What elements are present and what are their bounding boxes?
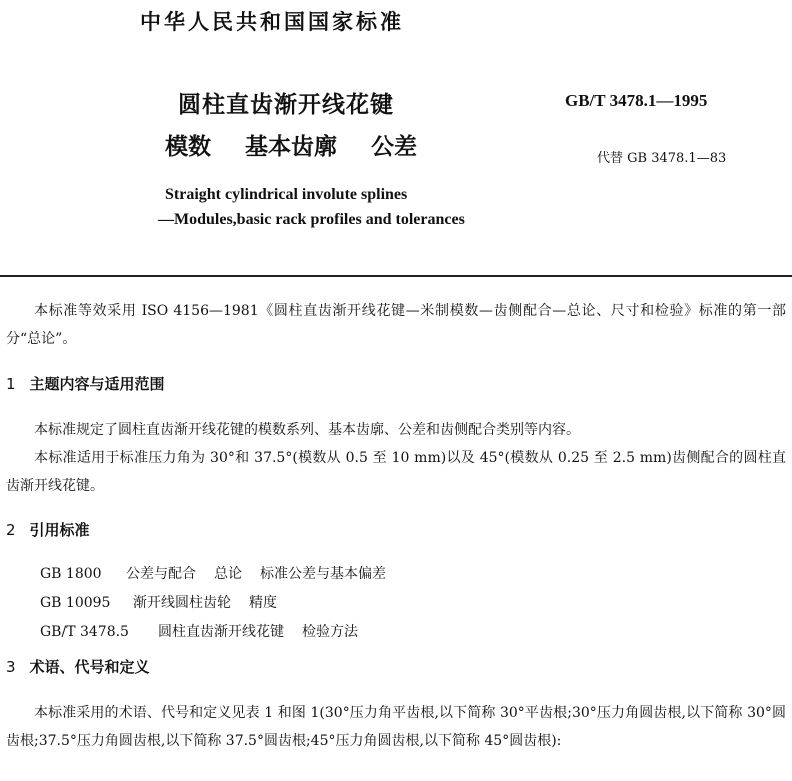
title-part-tolerance: 公差 [371,134,418,160]
reference-title-b: 检验方法 [302,624,358,640]
section-1-paragraph-2: 本标准适用于标准压力角为 30°和 37.5°(模数从 0.5 至 10 mm)以及 45°(模数从 0.25 至 2.5 mm)齿侧配合的圆柱直齿渐开线花键。 [6,450,786,494]
header-divider [0,275,792,277]
section-1-heading [6,373,165,394]
reference-title-a: 公差与配合 [126,566,196,582]
standard-title-cn-line1: 圆柱直齿渐开线花键 [178,92,394,118]
reference-item [40,592,277,612]
reference-title-a: 圆柱直齿渐开线花键 [158,624,284,640]
replaces-note: 代替 GB 3478.1—83 [597,151,727,166]
section-3-number: 3 [6,658,16,676]
standard-title-en-line2: —Modules,basic rack profiles and tolerances [158,211,465,228]
section-2-number: 2 [6,521,16,539]
reference-code: GB 1800 [40,566,102,582]
reference-item [40,563,386,583]
section-2-heading [6,519,90,540]
reference-title-b: 总论 [214,566,242,582]
section-3-paragraph-1: 本标准采用的术语、代号和定义见表 1 和图 1(30°压力角平齿根,以下简称 30°平齿根;30°压力角圆齿根,以下简称 30°圆齿根;37.5°压力角圆齿根,以下简称 37.5°圆齿根;45°压力角圆齿根,以下简称 45°圆齿根): [6,705,786,749]
standard-number: GB/T 3478.1—1995 [565,91,708,110]
reference-code: GB 10095 [40,595,111,611]
reference-title-b: 精度 [249,595,277,611]
reference-title-a: 渐开线圆柱齿轮 [133,595,231,611]
section-1-title: 主题内容与适用范围 [29,375,165,393]
standard-title-en-line1: Straight cylindrical involute splines [165,186,408,203]
reference-item [40,621,358,641]
reference-title-c: 标准公差与基本偏差 [260,566,386,582]
title-part-rack-profile: 基本齿廓 [245,134,338,160]
intro-paragraph: 本标准等效采用 ISO 4156—1981《圆柱直齿渐开线花键—米制模数—齿侧配合—总论、尺寸和检验》标准的第一部分“总论”。 [6,303,786,347]
section-1-paragraph-1: 本标准规定了圆柱直齿渐开线花键的模数系列、基本齿廓、公差和齿侧配合类别等内容。 [34,422,580,438]
section-2-title: 引用标准 [29,521,90,539]
reference-code: GB/T 3478.5 [40,624,129,640]
agency-title: 中华人民共和国国家标准 [140,10,404,34]
section-1-number: 1 [6,375,16,393]
title-part-modules: 模数 [165,134,211,160]
standard-title-cn-line2 [165,128,443,161]
section-3-title: 术语、代号和定义 [29,658,150,676]
section-3-heading [6,656,150,677]
